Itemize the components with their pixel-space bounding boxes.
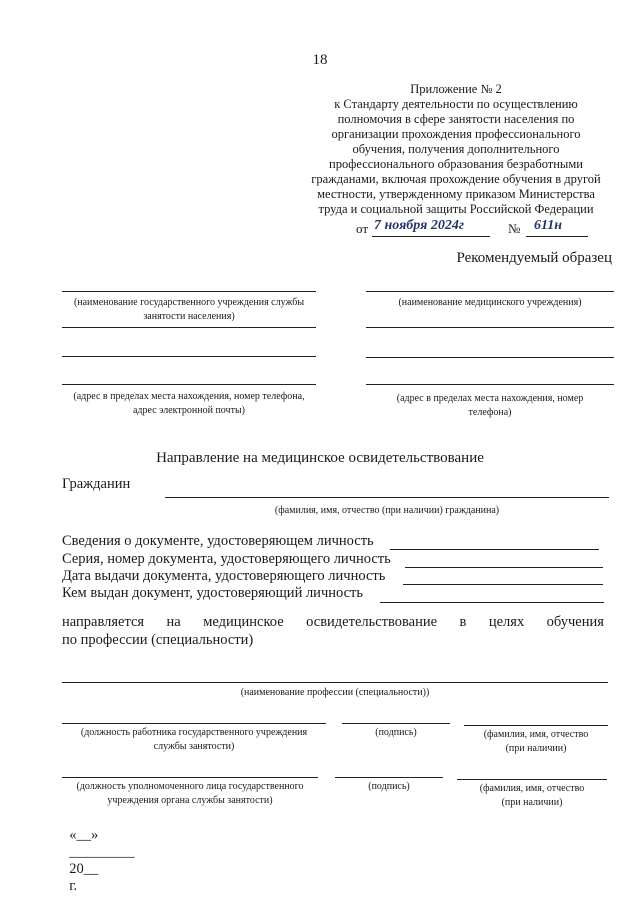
doc-field-label: Дата выдачи документа, удостоверяющего личность bbox=[62, 568, 386, 584]
appendix-line: гражданами, включая прохождение обучения в другой bbox=[311, 172, 601, 186]
date-day-blank: __ bbox=[76, 827, 91, 843]
number-sign: № bbox=[508, 221, 521, 236]
purpose-line-2: по профессии (специальности) bbox=[62, 632, 254, 648]
name-caption: (фамилия, имя, отчество (при наличии) bbox=[483, 729, 589, 754]
date-close-quote: » bbox=[91, 827, 99, 843]
purpose-word: на bbox=[166, 614, 181, 630]
page-number: 18 bbox=[312, 52, 328, 68]
purpose-word: целях bbox=[488, 614, 525, 630]
right-name-line bbox=[366, 291, 614, 292]
doc-field-label: Сведения о документе, удостоверяющем личность bbox=[62, 533, 374, 549]
sample-label: Рекомендуемый образец bbox=[456, 250, 612, 266]
signature-row-name-line bbox=[457, 779, 607, 780]
date-year-prefix: 20 bbox=[69, 861, 84, 877]
signature-row-sign-line bbox=[342, 723, 450, 724]
left-address-caption: (адрес в пределах места нахождения, номер телефона, адрес электронной почты) bbox=[73, 391, 305, 416]
signature-caption: (подпись) bbox=[375, 727, 417, 738]
doc-field-label: Кем выдан документ, удостоверяющий личность bbox=[62, 585, 363, 601]
citizen-line bbox=[165, 497, 609, 498]
citizen-caption: (фамилия, имя, отчество (при наличии) гражданина) bbox=[274, 505, 500, 516]
signature-caption: (подпись) bbox=[368, 781, 410, 792]
citizen-label: Гражданин bbox=[62, 476, 131, 492]
date-year-suffix: г. bbox=[69, 878, 78, 894]
right-address-caption: (адрес в пределах места нахождения, номер телефона) bbox=[396, 393, 584, 418]
right-name-caption: (наименование медицинского учреждения) bbox=[398, 297, 582, 308]
footer-date bbox=[62, 810, 135, 895]
purpose-word: в bbox=[459, 614, 467, 630]
signature-row-position-line bbox=[62, 777, 318, 778]
appendix-header bbox=[300, 82, 612, 217]
document-title: Направление на медицинское освидетельствование bbox=[156, 450, 484, 466]
doc-field-label: Серия, номер документа, удостоверяющего личность bbox=[62, 551, 391, 567]
appendix-line: к Стандарту деятельности по осуществлению bbox=[334, 97, 578, 111]
appendix-line: обучения, получения дополнительного bbox=[352, 142, 560, 156]
appendix-line: организации прохождения профессионального bbox=[331, 127, 581, 141]
doc-field-line bbox=[405, 567, 603, 568]
purpose-word: направляется bbox=[62, 614, 145, 630]
handwritten-number: 611н bbox=[534, 218, 562, 233]
position-caption: (должность работника государственного учреждения службы занятости) bbox=[80, 727, 308, 752]
left-name-line bbox=[62, 291, 316, 292]
left-address-line bbox=[62, 384, 316, 385]
purpose-word: обучения bbox=[546, 614, 604, 630]
doc-field-line bbox=[390, 549, 599, 550]
doc-field-line bbox=[403, 584, 603, 585]
right-address-line bbox=[366, 384, 614, 385]
doc-field-line bbox=[380, 602, 604, 603]
date-month-blank: _________ bbox=[69, 844, 135, 860]
date-prefix: от bbox=[356, 221, 369, 236]
signature-row-name-line bbox=[464, 725, 608, 726]
name-caption: (фамилия, имя, отчество (при наличии) bbox=[479, 783, 585, 808]
purpose-word: освидетельствование bbox=[306, 614, 438, 630]
signature-row-sign-line bbox=[335, 777, 443, 778]
purpose-word: медицинское bbox=[203, 614, 284, 630]
appendix-line: полномочия в сфере занятости населения по bbox=[337, 112, 575, 126]
purpose-line bbox=[62, 614, 604, 631]
appendix-line: труда и социальной защиты Российской Федерации bbox=[318, 202, 594, 216]
profession-caption: (наименование профессии (специальности)) bbox=[240, 687, 430, 698]
appendix-line: профессионального образования безработными bbox=[329, 157, 583, 171]
signature-row-position-line bbox=[62, 723, 326, 724]
date-open-quote: « bbox=[69, 827, 77, 843]
handwritten-date: 7 ноября 2024г bbox=[374, 218, 464, 233]
date-year-blank: __ bbox=[83, 861, 99, 877]
left-line bbox=[62, 356, 316, 357]
appendix-line: Приложение № 2 bbox=[410, 82, 502, 96]
profession-line bbox=[62, 682, 608, 683]
left-line bbox=[62, 327, 316, 328]
left-name-caption: (наименование государственного учреждения службы занятости населения) bbox=[73, 297, 305, 322]
appendix-line: местности, утвержденному приказом Министерства bbox=[317, 187, 595, 201]
right-line bbox=[366, 327, 614, 328]
right-line bbox=[366, 357, 614, 358]
order-date-line bbox=[356, 218, 612, 240]
position-caption: (должность уполномоченного лица государственного учреждения органа службы занятости) bbox=[76, 781, 304, 806]
